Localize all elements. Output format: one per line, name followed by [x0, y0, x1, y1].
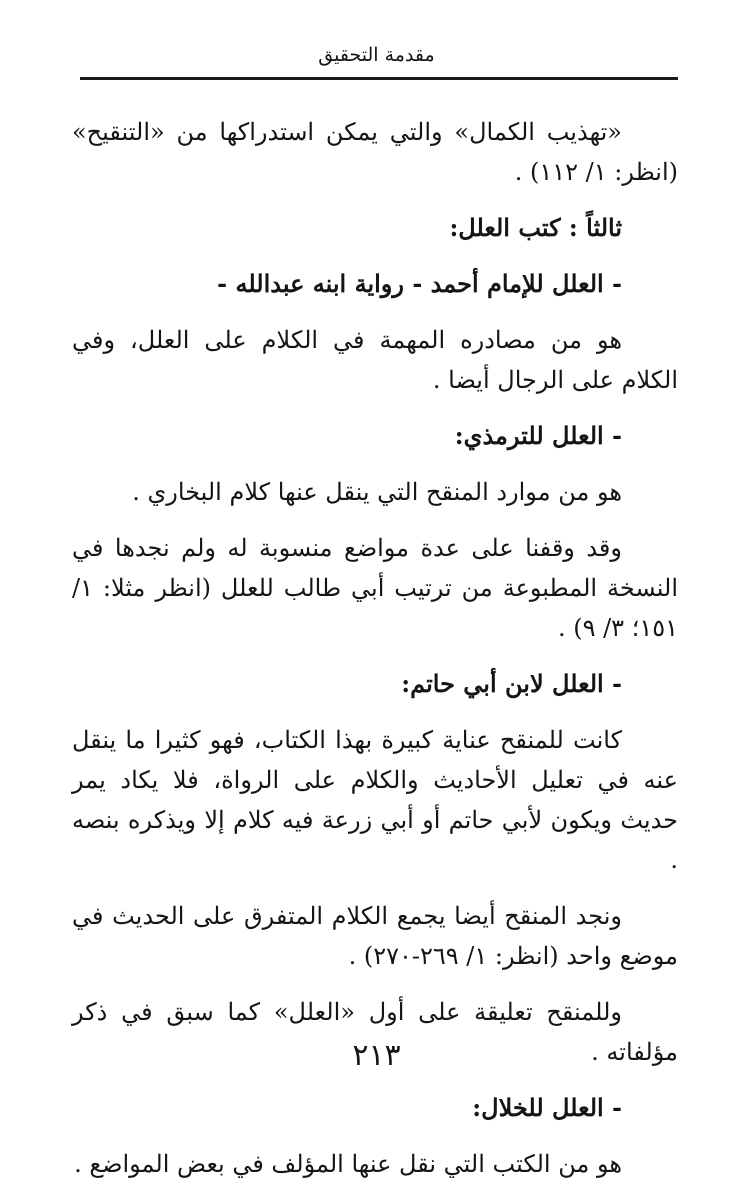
page-body: [72, 112, 678, 1200]
subheading-ilal-ibn-abi-hatim: - العلل لابن أبي حاتم:: [401, 669, 622, 698]
paragraph-ilal-khallal: هو من الكتب التي نقل عنها المؤلف في بعض المواضع .: [74, 1150, 622, 1178]
header-rule: [80, 77, 678, 80]
section-heading-kutub-al-ilal: ثالثاً : كتب العلل:: [449, 213, 622, 242]
page-number: ٢١٣: [352, 1038, 401, 1073]
paragraph-ilal-tirmidhi: هو من موارد المنقح التي ينقل عنها كلام البخاري .: [132, 478, 622, 506]
paragraph-ilal-collect: ونجد المنقح أيضا يجمع الكلام المتفرق على الحديث في موضع واحد (انظر: ١/ ٢٦٩-٢٧٠) .: [72, 902, 678, 970]
paragraph-ilal-tirmidhi-note: وقد وقفنا على عدة مواضع منسوبة له ولم نجدها في النسخة المطبوعة من ترتيب أبي طالب للعلل (انظر مثلا: ١/ ١٥١؛ ٣/ ٩) .: [72, 534, 678, 642]
subheading-ilal-khallal: - العلل للخلال:: [472, 1093, 622, 1122]
paragraph-ilal-ibn-abi-hatim: كانت للمنقح عناية كبيرة بهذا الكتاب، فهو كثيرا ما ينقل عنه في تعليل الأحاديث والكلام على الرواة، فلا يكاد يمر حديث ويكون لأبي حاتم أو أبي زرعة فيه كلام إلا ويذكره بنصه .: [72, 726, 678, 874]
running-head: مقدمة التحقيق: [318, 44, 435, 66]
paragraph-ilal-ahmad: هو من مصادره المهمة في الكلام على العلل، وفي الكلام على الرجال أيضا .: [72, 326, 678, 394]
subheading-ilal-ahmad: - العلل للإمام أحمد - رواية ابنه عبدالله -: [217, 269, 622, 298]
paragraph-ilal-taliqa: وللمنقح تعليقة على أول «العلل» كما سبق في ذكر مؤلفاته .: [72, 998, 678, 1066]
paragraph-tahdhib-continuation: «تهذيب الكمال» والتي يمكن استدراكها من «التنقيح» (انظر: ١/ ١١٢) .: [72, 118, 678, 186]
subheading-ilal-tirmidhi: - العلل للترمذي:: [454, 421, 622, 450]
